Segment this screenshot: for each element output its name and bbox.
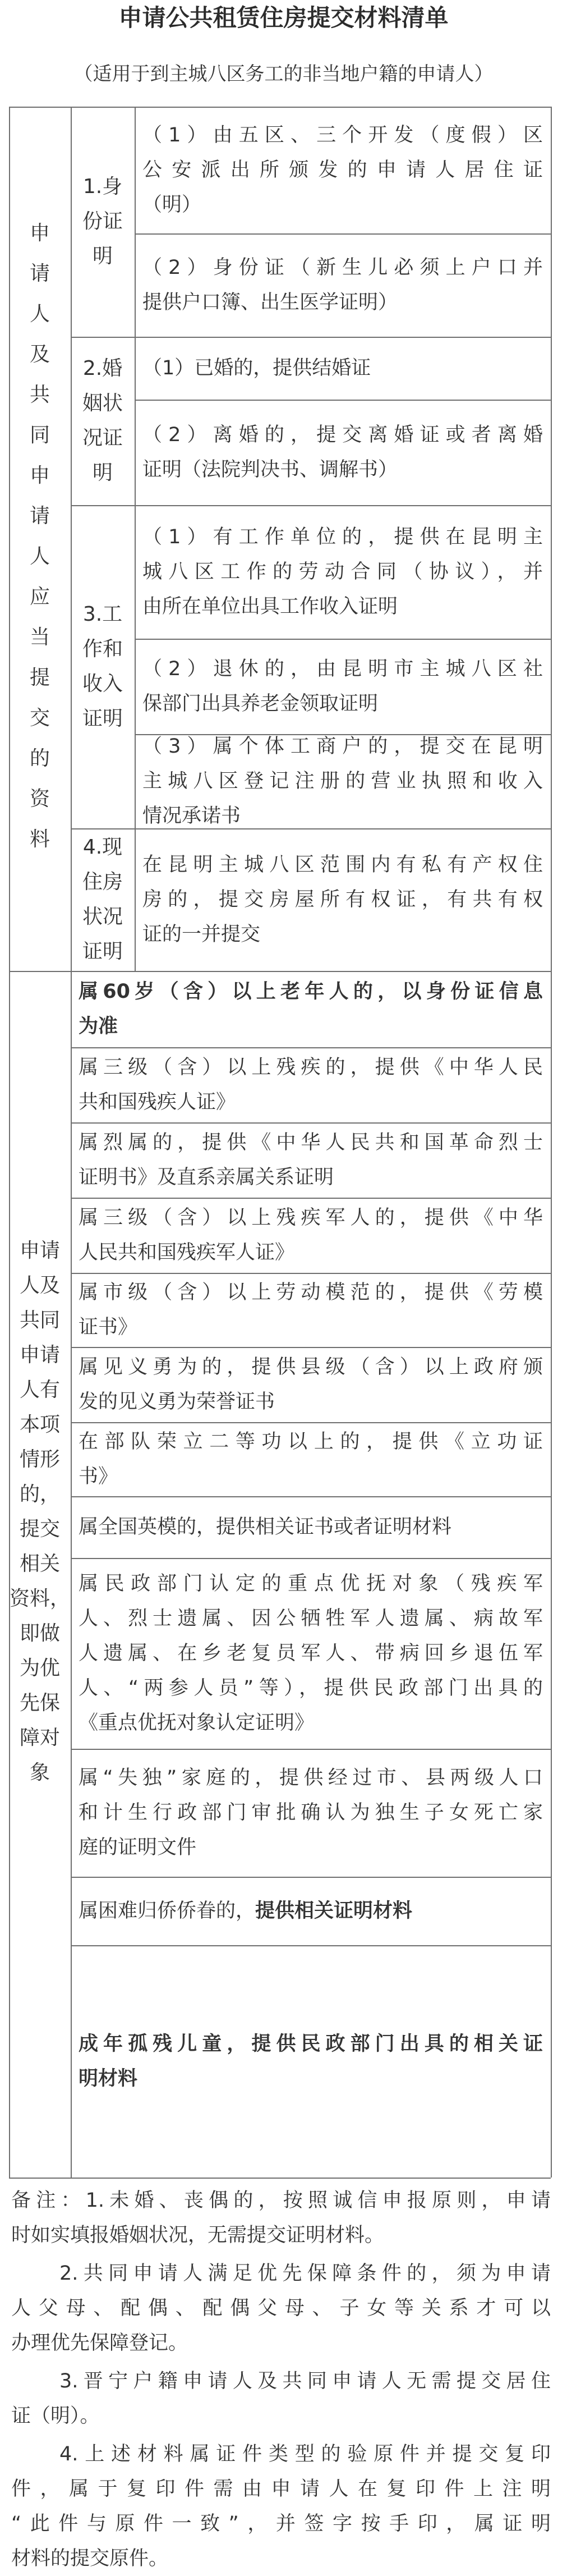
material-item: （3）属个体工商户的，提交在昆明 (142, 735, 543, 758)
section1-label-char: 提 (29, 666, 50, 689)
item-divider (71, 1496, 551, 1497)
priority-item: 人遗属、在乡老复员军人、带病回乡退伍军 (79, 1642, 543, 1665)
priority-item: 为准 (79, 1015, 118, 1038)
section2-label-line: 先保 (19, 1692, 60, 1715)
category-label: 3.工 (82, 603, 123, 626)
column-divider (71, 971, 72, 2178)
priority-item: 属60岁（含）以上老年人的，以身份证信息 (79, 980, 543, 1003)
category-divider (71, 505, 551, 506)
section2-label-line: 的， (19, 1483, 60, 1506)
material-item: 证的一并提交 (142, 923, 261, 946)
note-paragraph: 3.晋宁户籍申请人及共同申请人无需提交居住 (59, 2370, 551, 2392)
material-item: （1）由五区、三个开发（度假）区 (142, 124, 543, 146)
material-item: （2）退休的，由昆明市主城八区社 (142, 658, 543, 680)
category-label: 姻状 (82, 392, 123, 415)
priority-item: 在部队荣立二等功以上的，提供《立功证 (79, 1431, 543, 1453)
item-divider (71, 1945, 551, 1946)
item-divider (71, 1422, 551, 1423)
material-item: 房的，提交房屋所有权证，有共有权 (142, 888, 543, 911)
note-paragraph: 证（明）。 (11, 2405, 100, 2427)
section2-label-line: 资料， (9, 1587, 70, 1610)
section1-label-char: 及 (29, 343, 50, 366)
priority-item: 《重点优抚对象认定证明》 (79, 1712, 315, 1734)
material-item: 城八区工作的劳动合同（协议），并 (142, 561, 543, 583)
category-divider (71, 828, 551, 829)
category-label: 明 (92, 461, 113, 484)
material-item: 情况承诺书 (142, 805, 241, 827)
priority-item: 证书》 (79, 1316, 138, 1339)
note-paragraph: 办理优先保障登记。 (11, 2332, 188, 2354)
priority-item (79, 1894, 543, 1928)
priority-item: 庭的证明文件 (79, 1836, 197, 1859)
material-item: （明） (142, 194, 202, 216)
priority-item: 人民共和国残疾军人证》 (79, 1241, 295, 1264)
section1-label-char: 当 (29, 626, 50, 649)
section2-label-line: 为优 (19, 1657, 60, 1680)
section1-label-char: 请 (29, 262, 50, 285)
category-label: 1.身 (82, 175, 123, 198)
item-divider (71, 1558, 551, 1559)
priority-item: 共和国残疾人证》 (79, 1091, 236, 1113)
priority-item: 属烈属的，提供《中华人民共和国革命烈士 (79, 1131, 543, 1154)
material-item: （1）有工作单位的，提供在昆明主 (142, 526, 543, 548)
section1-label-char: 同 (29, 424, 50, 447)
section2-label-line: 障对 (19, 1726, 60, 1749)
section2-label-line: 人及 (19, 1274, 60, 1297)
table-bottom-border (9, 2178, 551, 2179)
note-paragraph: 备注：1.未婚、丧偶的，按照诚信申报原则，申请 (11, 2189, 551, 2212)
priority-item: 属民政部门认定的重点优抚对象（残疾军 (79, 1573, 543, 1595)
category-label: 明 (92, 245, 113, 268)
section2-label-line: 人有 (19, 1378, 60, 1401)
section2-label-line: 本项 (19, 1413, 60, 1436)
item-divider (135, 233, 551, 235)
section1-label-char: 申 (29, 222, 50, 245)
note-paragraph: 时如实填报婚姻状况，无需提交证明材料。 (11, 2224, 385, 2247)
material-item: （2）身份证（新生儿必须上户口并 (142, 256, 543, 279)
priority-item: 人、“两参人员”等），提供民政部门出具的 (79, 1677, 543, 1699)
table-top-border (9, 107, 551, 108)
note-paragraph: 2.共同申请人满足优先保障条件的，须为申请 (59, 2262, 551, 2285)
category-label: 作和 (82, 638, 123, 661)
priority-item: 证明书》及直系亲属关系证明 (79, 1166, 334, 1189)
category-label: 份证 (82, 210, 123, 233)
section2-label-line: 申请 (19, 1344, 60, 1367)
section2-label-line: 共同 (19, 1309, 60, 1332)
section1-label-char: 人 (29, 302, 50, 326)
item-divider (71, 1047, 551, 1048)
material-item: 保部门出具养老金领取证明 (142, 693, 379, 715)
section1-label-char: 资 (29, 787, 50, 810)
category-label: 证明 (82, 940, 123, 963)
material-item: 在昆明主城八区范围内有私有产权住 (142, 854, 543, 876)
section1-label-char: 应 (29, 585, 50, 608)
item-divider (71, 1877, 551, 1878)
item-divider (71, 1198, 551, 1199)
category-divider (71, 337, 551, 338)
section1-label-char: 的 (29, 747, 50, 770)
category-label: 收入 (82, 672, 123, 695)
priority-item: 人、烈士遗属、因公牺牲军人遗属、病故军 (79, 1607, 543, 1630)
section1-label-char: 交 (29, 707, 50, 730)
item-divider (71, 1273, 551, 1274)
priority-item-emphasis: 提供相关证明材料 (255, 1900, 413, 1922)
priority-item-text: 属困难归侨侨眷的， (79, 1900, 256, 1922)
section2-label-line: 相关 (19, 1552, 60, 1575)
page-subtitle: （适用于到主城八区务工的非当地户籍的申请人） (73, 63, 494, 85)
priority-item: 发的见义勇为荣誉证书 (79, 1391, 275, 1413)
category-label: 证明 (82, 707, 123, 730)
note-paragraph: 人父母、配偶、配偶父母、子女等关系才可以 (11, 2297, 551, 2320)
item-divider (135, 400, 551, 401)
category-label: 2.婚 (82, 357, 123, 380)
section1-label-char: 料 (29, 828, 50, 851)
section1-label-char: 人 (29, 545, 50, 568)
priority-item: 成年孤残儿童，提供民政部门出具的相关证 (79, 2033, 543, 2055)
section-divider (9, 971, 551, 972)
material-item: 提供户口簿、出生医学证明） (142, 291, 398, 314)
category-label: 住房 (82, 870, 123, 893)
category-label: 4.现 (82, 836, 123, 859)
section1-label-char: 申 (29, 464, 50, 487)
priority-item: 属市级（含）以上劳动模范的，提供《劳模 (79, 1281, 543, 1304)
material-item: （1）已婚的，提供结婚证 (142, 357, 371, 379)
table-right-border (551, 107, 552, 2178)
priority-item: 书》 (79, 1465, 118, 1488)
section1-label-char: 请 (29, 505, 50, 528)
section2-label-line: 象 (29, 1761, 50, 1784)
category-label: 状况 (82, 905, 123, 928)
priority-item: 明材料 (79, 2068, 138, 2090)
priority-item: 属三级（含）以上残疾的，提供《中华人民 (79, 1056, 543, 1079)
material-item: 公安派出所颁发的申请人居住证 (142, 159, 543, 181)
item-divider (135, 639, 551, 640)
note-paragraph: 材料的提交原件。 (11, 2547, 169, 2570)
page-title: 申请公共租赁住房提交材料清单 (118, 4, 449, 31)
item-divider (71, 1347, 551, 1348)
section2-label-line: 情形 (19, 1448, 60, 1471)
material-item: （2）离婚的，提交离婚证或者离婚 (142, 424, 543, 446)
column-divider (135, 107, 136, 971)
priority-item: 属“失独”家庭的，提供经过市、县两级人口 (79, 1767, 543, 1789)
item-divider (71, 1749, 551, 1750)
material-item: 证明（法院判决书、调解书） (142, 459, 398, 481)
note-paragraph: “此件与原件一致”，并签字按手印，属证明 (11, 2513, 551, 2535)
material-item: 主城八区登记注册的营业执照和收入 (142, 770, 543, 792)
material-item: 由所在单位出具工作收入证明 (142, 595, 398, 618)
note-paragraph: 4.上述材料属证件类型的验原件并提交复印 (59, 2443, 551, 2465)
priority-item: 属全国英模的，提供相关证书或者证明材料 (79, 1516, 452, 1538)
priority-item: 属三级（含）以上残疾军人的，提供《中华 (79, 1207, 543, 1229)
note-paragraph: 件，属于复印件需由申请人在复印件上注明 (11, 2478, 551, 2500)
section2-label-line: 提交 (19, 1518, 60, 1541)
priority-item: 属见义勇为的，提供县级（含）以上政府颁 (79, 1356, 543, 1378)
priority-item: 和计生行政部门审批确认为独生子女死亡家 (79, 1802, 543, 1824)
section2-label-line: 即做 (19, 1622, 60, 1645)
item-divider (71, 1122, 551, 1124)
category-label: 况证 (82, 427, 123, 450)
section2-label-line: 申请 (19, 1239, 60, 1262)
section1-label-char: 共 (29, 383, 50, 406)
